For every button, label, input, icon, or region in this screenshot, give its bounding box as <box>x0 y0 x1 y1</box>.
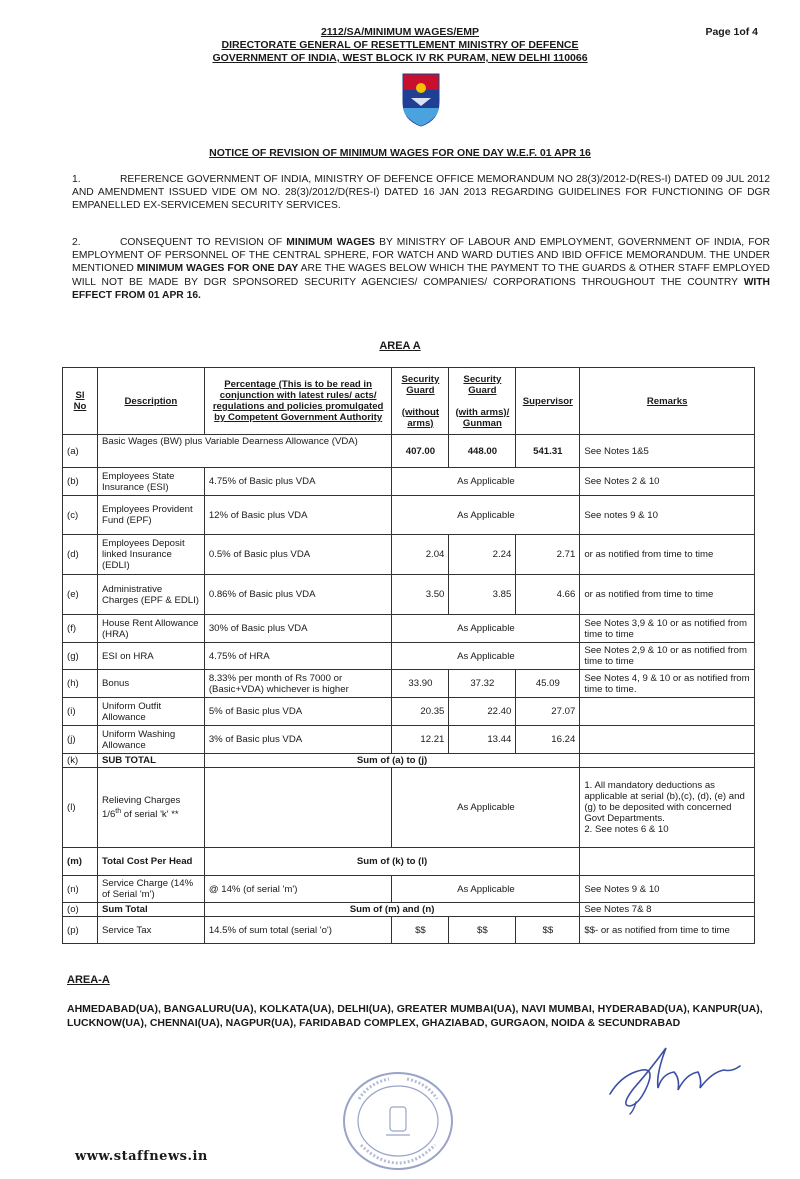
row-security-guard: 12.21 <box>392 726 449 754</box>
row-remarks: See Notes 9 & 10 <box>580 876 755 903</box>
table-row <box>63 468 755 496</box>
table-row <box>63 575 755 615</box>
row-merged-value: As Applicable <box>392 643 580 670</box>
row-remarks: See Notes 2 & 10 <box>580 468 755 496</box>
dgr-crest-icon <box>401 72 441 128</box>
row-percentage: 3% of Basic plus VDA <box>204 726 392 754</box>
table-row <box>63 496 755 535</box>
row-description: Sum Total <box>97 903 204 917</box>
table-row <box>63 535 755 575</box>
header-supervisor: Supervisor <box>516 368 580 435</box>
paragraph-2 <box>72 236 770 302</box>
row-description: Administrative Charges (EPF & EDLI) <box>97 575 204 615</box>
row-supervisor: 16.24 <box>516 726 580 754</box>
row-sl: (p) <box>63 917 98 944</box>
row-sl: (m) <box>63 848 98 876</box>
row-security-guard-armed: 448.00 <box>449 435 516 468</box>
organization-address: GOVERNMENT OF INDIA, WEST BLOCK IV RK PURAM, NEW DELHI 110066 <box>212 52 588 64</box>
row-percentage: 0.86% of Basic plus VDA <box>204 575 392 615</box>
row-remarks: See Notes 7& 8 <box>580 903 755 917</box>
office-seal-stamp-icon <box>339 1069 457 1173</box>
header-remarks: Remarks <box>580 368 755 435</box>
paragraph-1 <box>72 173 770 213</box>
header-sl-no: Sl No <box>63 368 98 435</box>
row-description: Service Charge (14% of Serial 'm') <box>97 876 204 903</box>
row-sl: (h) <box>63 670 98 698</box>
page-number: Page 1of 4 <box>705 26 758 38</box>
row-description: Bonus <box>97 670 204 698</box>
header-percentage: Percentage (This is to be read in conjunction with latest rules/ acts/ regulations and policies promulgated by Competent Government Authority <box>204 368 392 435</box>
row-remarks: See Notes 2,9 & 10 or as notified from time to time <box>580 643 755 670</box>
paragraph-2-text: BY MINISTRY OF LABOUR AND EMPLOYMENT, GOVERNMENT OF INDIA, FOR EMPLOYMENT OF PERSONNEL OF THE CENTRAL SPHERE, FOR WATCH AND WARD DUTIES AND IBID OFFICE MEMORANDUM. THE UNDER MENTIONED <box>72 237 770 275</box>
row-percentage: 4.75% of Basic plus VDA <box>204 468 392 496</box>
row-security-guard: $$ <box>392 917 449 944</box>
row-description: Employees Deposit linked Insurance (EDLI) <box>97 535 204 575</box>
row-security-guard: 20.35 <box>392 698 449 726</box>
table-row <box>63 754 755 768</box>
row-security-guard: 407.00 <box>392 435 449 468</box>
row-remarks: See Notes 3,9 & 10 or as notified from time to time <box>580 615 755 643</box>
row-description: House Rent Allowance (HRA) <box>97 615 204 643</box>
row-remarks <box>580 754 755 768</box>
row-description: Basic Wages (BW) plus Variable Dearness Allowance (VDA) <box>97 435 391 468</box>
table-row <box>63 615 755 643</box>
handwritten-signature-icon <box>600 1044 750 1116</box>
paragraph-1-number: 1. <box>72 174 81 185</box>
row-description: Uniform Washing Allowance <box>97 726 204 754</box>
row-supervisor: 27.07 <box>516 698 580 726</box>
table-row <box>63 643 755 670</box>
row-merged-value: Sum of (a) to (j) <box>204 754 579 768</box>
row-supervisor: 2.71 <box>516 535 580 575</box>
row-sl: (b) <box>63 468 98 496</box>
minimum-wages-table <box>62 367 755 944</box>
table-row <box>63 848 755 876</box>
row-security-guard-armed: 13.44 <box>449 726 516 754</box>
row-percentage: 12% of Basic plus VDA <box>204 496 392 535</box>
row-supervisor: $$ <box>516 917 580 944</box>
row-supervisor: 45.09 <box>516 670 580 698</box>
row-supervisor: 4.66 <box>516 575 580 615</box>
row-percentage: 30% of Basic plus VDA <box>204 615 392 643</box>
row-percentage: 8.33% per month of Rs 7000 or (Basic+VDA) whichever is higher <box>204 670 392 698</box>
row-remarks: $$- or as notified from time to time <box>580 917 755 944</box>
row-security-guard: 33.90 <box>392 670 449 698</box>
row-remarks: or as notified from time to time <box>580 535 755 575</box>
row-percentage: 0.5% of Basic plus VDA <box>204 535 392 575</box>
row-description: SUB TOTAL <box>97 754 204 768</box>
header-security-guard-with-arms: Security Guard (with arms)/ Gunman <box>449 368 516 435</box>
row-merged-value: As Applicable <box>392 615 580 643</box>
row-remarks: See Notes 1&5 <box>580 435 755 468</box>
row-remarks <box>580 848 755 876</box>
table-header-row <box>63 368 755 435</box>
row-merged-value: As Applicable <box>392 876 580 903</box>
table-row <box>63 698 755 726</box>
notice-title: NOTICE OF REVISION OF MINIMUM WAGES FOR ONE DAY W.E.F. 01 APR 16 <box>209 147 591 159</box>
paragraph-2-bold: MINIMUM WAGES <box>286 237 376 248</box>
table-row <box>63 876 755 903</box>
row-sl: (e) <box>63 575 98 615</box>
row-sl: (l) <box>63 768 98 848</box>
row-percentage: 4.75% of HRA <box>204 643 392 670</box>
row-description: Employees State Insurance (ESI) <box>97 468 204 496</box>
row-sl: (i) <box>63 698 98 726</box>
paragraph-2-bold: WITH EFFECT FROM 01 APR 16. <box>72 276 770 301</box>
paragraph-1-text: REFERENCE GOVERNMENT OF INDIA, MINISTRY OF DEFENCE OFFICE MEMORANDUM NO 28(3)/2012-D(RES-I) DATED 09 JUL 2012 AND AMENDMENT ISSUED VIDE OM NO. 28(3)/2012/D(RES-I) DATED 16 JAN 2013 REGARDING GUIDELINES FOR FUNCTIONING OF DGR EMPANELLED EX-SERVICEMEN SECURITY SERVICES. <box>72 174 770 212</box>
table-row <box>63 768 755 848</box>
row-sl: (d) <box>63 535 98 575</box>
row-sl: (g) <box>63 643 98 670</box>
row-percentage: 14.5% of sum total (serial 'o') <box>204 917 392 944</box>
table-row <box>63 435 755 468</box>
row-description: Total Cost Per Head <box>97 848 204 876</box>
row-remarks <box>580 698 755 726</box>
row-security-guard-armed: 22.40 <box>449 698 516 726</box>
row-description: Relieving Charges 1/6th of serial 'k' ** <box>97 768 204 848</box>
row-security-guard-armed: 37.32 <box>449 670 516 698</box>
paragraph-2-number: 2. <box>72 237 81 248</box>
row-merged-value: Sum of (k) to (l) <box>204 848 579 876</box>
table-row <box>63 726 755 754</box>
row-sl: (k) <box>63 754 98 768</box>
row-description: Uniform Outfit Allowance <box>97 698 204 726</box>
row-sl: (c) <box>63 496 98 535</box>
row-sl: (n) <box>63 876 98 903</box>
row-security-guard: 2.04 <box>392 535 449 575</box>
row-security-guard-armed: 2.24 <box>449 535 516 575</box>
footer-website: www.staffnews.in <box>75 1149 208 1164</box>
row-description: Service Tax <box>97 917 204 944</box>
area-a-cities-list: AHMEDABAD(UA), BANGALURU(UA), KOLKATA(UA), DELHI(UA), GREATER MUMBAI(UA), NAVI MUMBAI, HYDERABAD(UA), KANPUR(UA), LUCKNOW(UA), CHENNAI(UA), NAGPUR(UA), FARIDABAD COMPLEX, GHAZIABAD, GURGAON, NOIDA & SECUNDRABAD <box>67 1003 763 1029</box>
row-security-guard-armed: 3.85 <box>449 575 516 615</box>
row-sl: (j) <box>63 726 98 754</box>
row-remarks <box>580 726 755 754</box>
header-description: Description <box>97 368 204 435</box>
area-a-cities-title: AREA-A <box>67 974 110 986</box>
row-security-guard: 3.50 <box>392 575 449 615</box>
row-security-guard-armed: $$ <box>449 917 516 944</box>
row-remarks: See notes 9 & 10 <box>580 496 755 535</box>
paragraph-2-text: CONSEQUENT TO REVISION OF <box>120 237 287 248</box>
row-remarks: See Notes 4, 9 & 10 or as notified from time to time. <box>580 670 755 698</box>
row-merged-value: As Applicable <box>392 496 580 535</box>
paragraph-2-bold: MINIMUM WAGES FOR ONE DAY <box>136 263 299 275</box>
paragraph-2-text: ARE THE WAGES BELOW WHICH THE PAYMENT TO THE GUARDS & OTHER STAFF EMPLOYED WILL NOT BE MADE BY DGR SPONSORED SECURITY AGENCIES/ COMPANIES/ CORPORATIONS THROUGHOUT THE COUNTRY <box>72 263 770 288</box>
row-percentage <box>204 768 392 848</box>
row-sl: (f) <box>63 615 98 643</box>
row-description: ESI on HRA <box>97 643 204 670</box>
row-description: Employees Provident Fund (EPF) <box>97 496 204 535</box>
row-percentage: 5% of Basic plus VDA <box>204 698 392 726</box>
row-merged-value: As Applicable <box>392 768 580 848</box>
row-remarks: 1. All mandatory deductions as applicable at serial (b),(c), (d), (e) and (g) to be deposited with concerned Govt Departments. 2. See notes 6 & 10 <box>580 768 755 848</box>
row-sl: (o) <box>63 903 98 917</box>
table-row <box>63 917 755 944</box>
row-merged-value: As Applicable <box>392 468 580 496</box>
table-row <box>63 670 755 698</box>
row-percentage: @ 14% (of serial 'm') <box>204 876 392 903</box>
row-supervisor: 541.31 <box>516 435 580 468</box>
row-remarks: or as notified from time to time <box>580 575 755 615</box>
row-merged-value: Sum of (m) and (n) <box>204 903 579 917</box>
table-row <box>63 903 755 917</box>
organization-name: DIRECTORATE GENERAL OF RESETTLEMENT MINISTRY OF DEFENCE <box>221 39 579 51</box>
document-reference: 2112/SA/MINIMUM WAGES/EMP <box>320 26 480 38</box>
row-sl: (a) <box>63 435 98 468</box>
area-a-title: AREA A <box>379 340 421 352</box>
header-security-guard-without-arms: Security Guard (without arms) <box>392 368 449 435</box>
